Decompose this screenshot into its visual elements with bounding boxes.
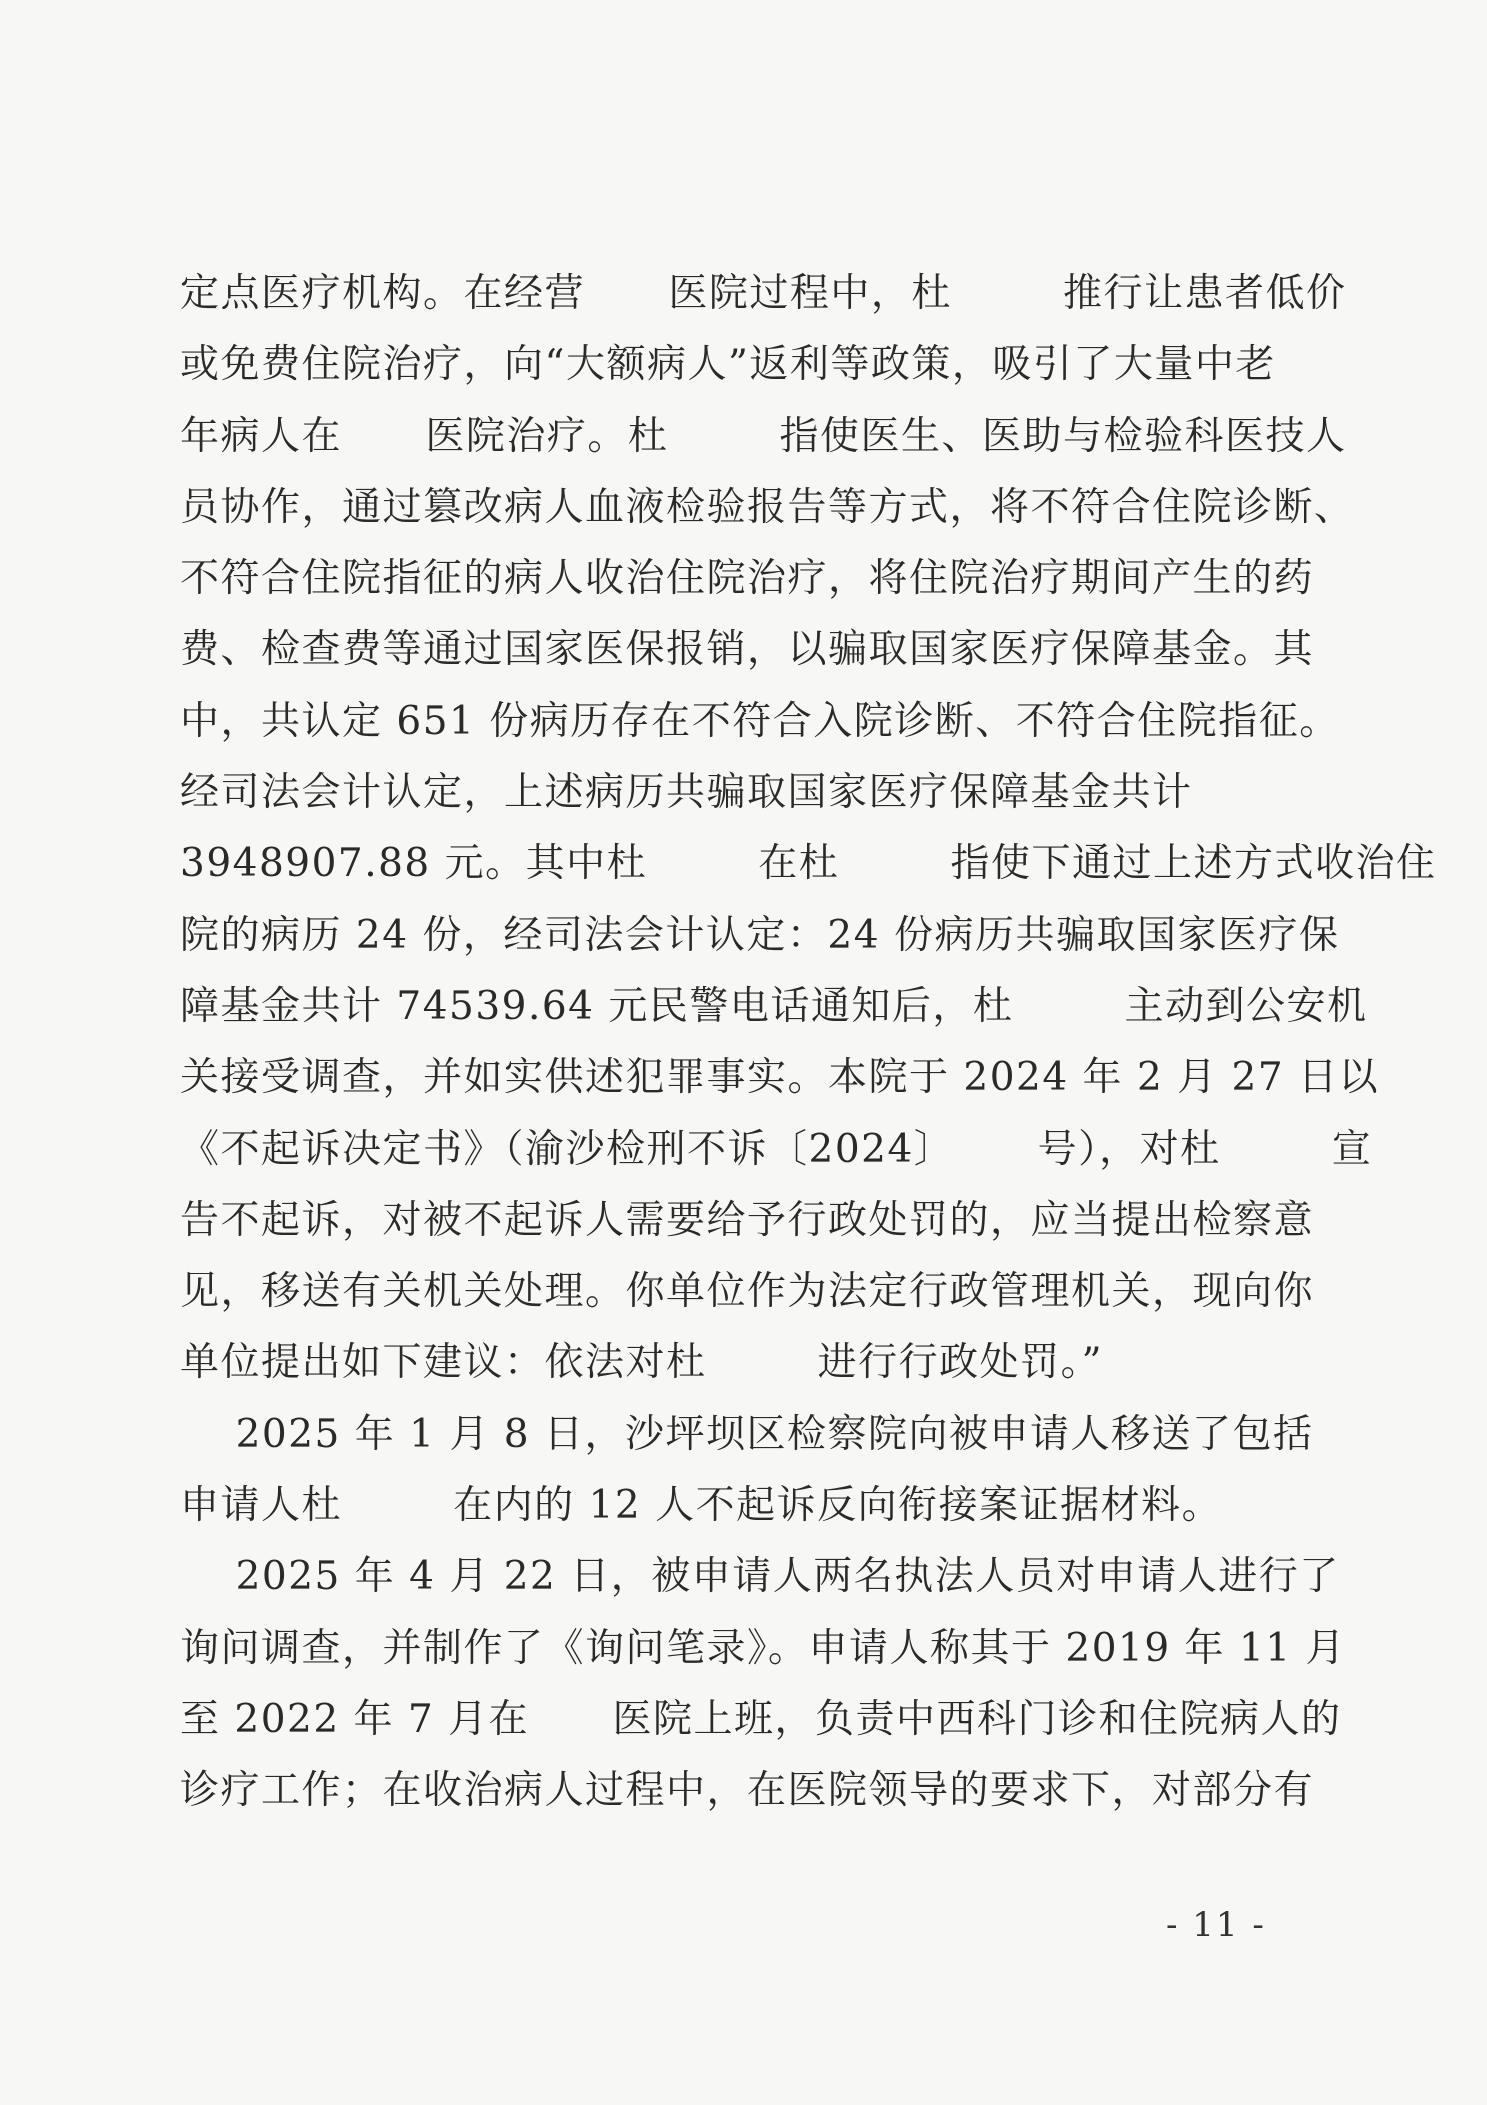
text-line: 询问调查，并制作了《询问笔录》。申请人称其于 2019 年 11 月 — [180, 1625, 1346, 1671]
text-line: 或免费住院治疗，向“大额病人”返利等政策，吸引了大量中老 — [180, 342, 1276, 388]
text-line: 院的病历 24 份，经司法会计认定：24 份病历共骗取国家医疗保 — [180, 912, 1340, 958]
text-line: 年病人在 医院治疗。杜 指使医生、医助与检验科医技人 — [180, 413, 1347, 459]
body-text — [180, 258, 1437, 1827]
text-line: 2025 年 1 月 8 日，沙坪坝区检察院向被申请人移送了包括 — [180, 1411, 1314, 1457]
text-line: 员协作，通过篡改病人血液检验报告等方式，将不符合住院诊断、 — [180, 484, 1355, 530]
text-line: 《不起诉决定书》（渝沙检刑不诉〔2024〕 号），对杜 宣 — [180, 1126, 1373, 1172]
text-line: 2025 年 4 月 22 日，被申请人两名执法人员对申请人进行了 — [180, 1554, 1340, 1600]
text-line: 告不起诉，对被不起诉人需要给予行政处罚的，应当提出检察意 — [180, 1197, 1315, 1243]
text-line: 见，移送有关机关处理。你单位作为法定行政管理机关，现向你 — [180, 1269, 1315, 1315]
text-line: 障基金共计 74539.64 元民警电话通知后，杜 主动到公安机 — [180, 983, 1368, 1029]
text-line: 经司法会计认定，上述病历共骗取国家医疗保障基金共计 — [180, 770, 1193, 816]
text-line: 关接受调查，并如实供述犯罪事实。本院于 2024 年 2 月 27 日以 — [180, 1055, 1380, 1101]
text-line: 至 2022 年 7 月在 医院上班，负责中西科门诊和住院病人的 — [180, 1696, 1342, 1742]
text-line: 单位提出如下建议：依法对杜 进行行政处罚。” — [180, 1340, 1104, 1386]
text-line: 诊疗工作；在收治病人过程中，在医院领导的要求下，对部分有 — [180, 1768, 1315, 1814]
page-number: - 11 - — [1166, 1905, 1266, 1945]
text-line: 不符合住院指征的病人收治住院治疗，将住院治疗期间产生的药 — [180, 556, 1315, 602]
text-line: 申请人杜 在内的 12 人不起诉反向衔接案证据材料。 — [180, 1483, 1223, 1529]
text-line: 费、检查费等通过国家医保报销，以骗取国家医疗保障基金。其 — [180, 627, 1315, 673]
text-line: 中，共认定 651 份病历存在不符合入院诊断、不符合住院指征。 — [180, 698, 1340, 744]
text-line: 定点医疗机构。在经营 医院过程中，杜 推行让患者低价 — [180, 271, 1347, 316]
text-line: 3948907.88 元。其中杜 在杜 指使下通过上述方式收治住 — [180, 841, 1437, 887]
